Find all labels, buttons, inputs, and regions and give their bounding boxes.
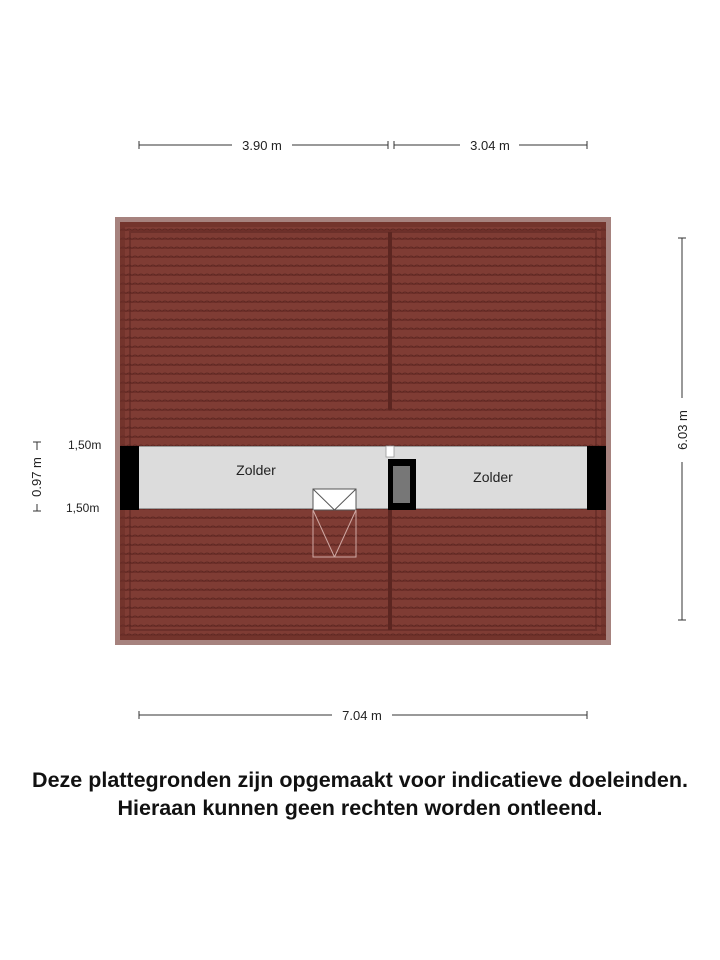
dimension-label-left: 0.97 m xyxy=(29,457,44,497)
right-wall xyxy=(587,446,606,510)
height-label-lower: 1,50m xyxy=(66,501,100,515)
left-wall xyxy=(120,446,139,510)
room-label-right: Zolder xyxy=(473,469,513,485)
roof xyxy=(120,222,606,640)
attic-floor xyxy=(120,446,606,510)
chimney-inner xyxy=(393,466,410,503)
floor-strip xyxy=(138,446,588,509)
height-label-upper: 1,50m xyxy=(68,438,102,452)
vent-pipe xyxy=(386,446,394,457)
dimension-label-bottom: 7.04 m xyxy=(342,708,382,723)
dimension-label-top-left: 3.90 m xyxy=(242,138,282,153)
disclaimer-line-2: Hieraan kunnen geen rechten worden ontleend. xyxy=(117,796,603,820)
dimension-top xyxy=(139,141,587,149)
roof-surface xyxy=(120,222,606,640)
dimension-label-right: 6.03 m xyxy=(675,410,690,450)
disclaimer-line-1: Deze plattegronden zijn opgemaakt voor indicatieve doeleinden. xyxy=(32,768,688,792)
dimension-label-top-right: 3.04 m xyxy=(470,138,510,153)
room-label-left: Zolder xyxy=(236,462,276,478)
